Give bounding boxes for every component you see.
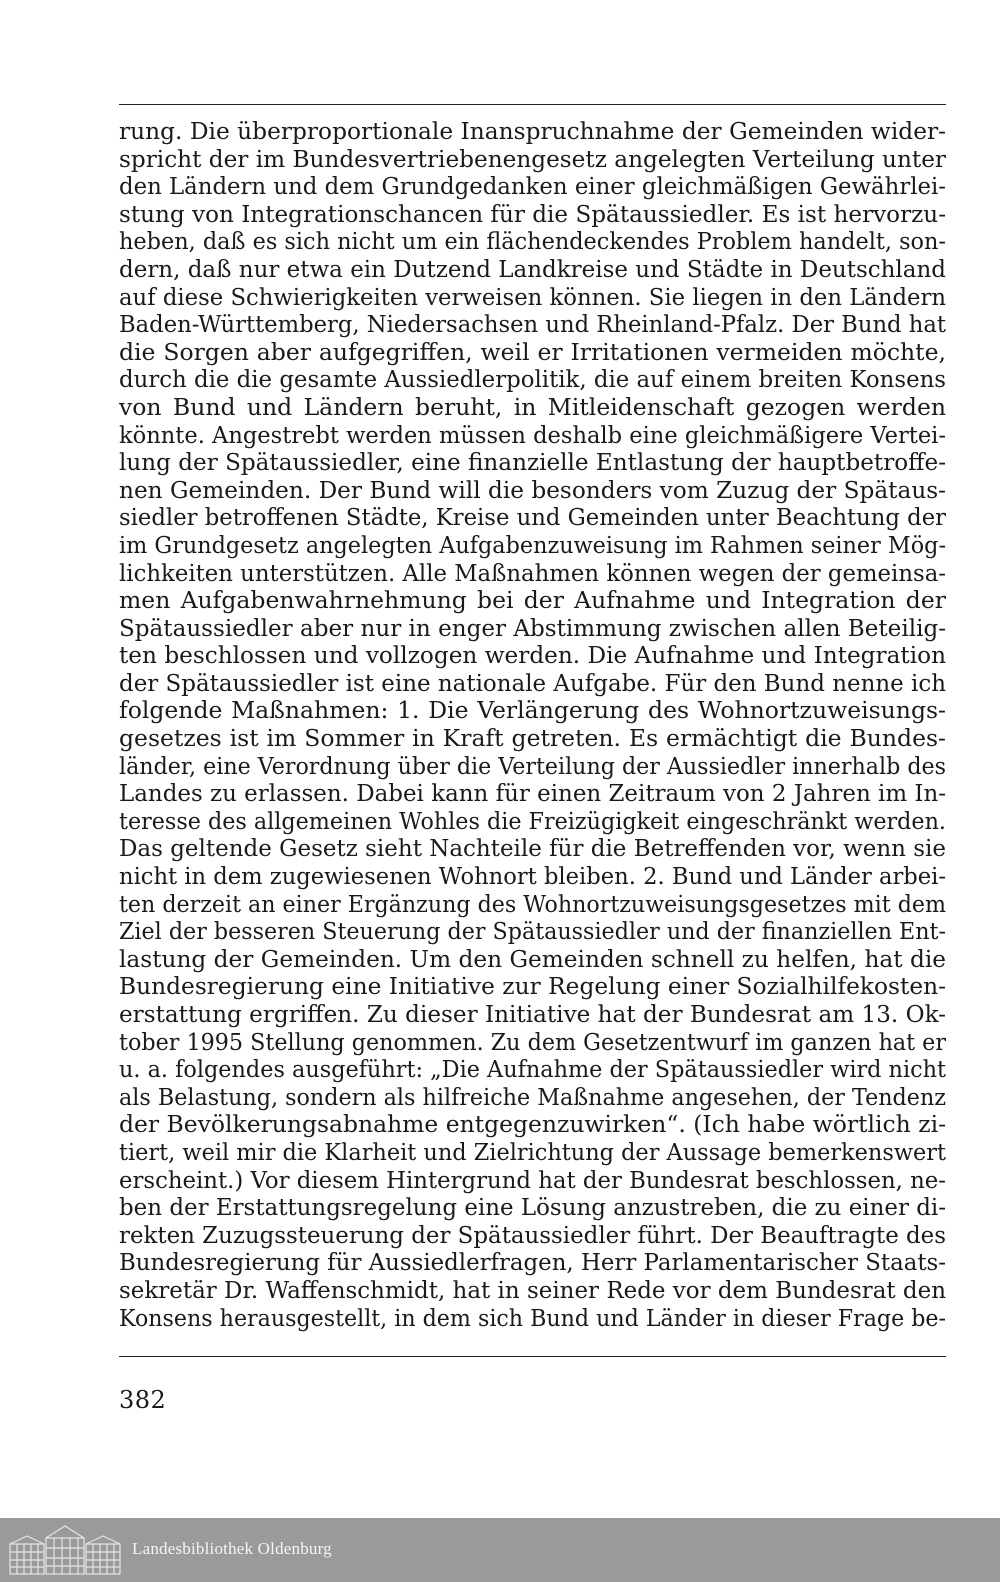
text-line: ben der Erstattungsregelung eine Lösung anzustreben, die zu einer di- [119, 1193, 946, 1222]
text-line: Bundesregierung eine Initiative zur Regelung einer Sozialhilfekosten- [119, 972, 946, 1001]
text-line: lastung der Gemeinden. Um den Gemeinden schnell zu helfen, hat die [119, 944, 946, 973]
library-name: Landesbibliothek Oldenburg [132, 1539, 332, 1558]
text-line: siedler betroffenen Städte, Kreise und Gemeinden unter Beachtung der [119, 503, 946, 532]
text-line: nen Gemeinden. Der Bund will die besonders vom Zuzug der Spätaus- [119, 475, 946, 504]
text-line: Landes zu erlassen. Dabei kann für einen Zeitraum von 2 Jahren im In- [119, 779, 946, 808]
bottom-rule [119, 1356, 946, 1357]
text-line: heben, daß es sich nicht um ein flächendeckendes Problem handelt, son- [119, 227, 946, 256]
text-line: men Aufgabenwahrnehmung bei der Aufnahme und Integration der [119, 586, 946, 615]
text-line: tober 1995 Stellung genommen. Zu dem Gesetzentwurf im ganzen hat er [119, 1027, 946, 1056]
text-line: Das geltende Gesetz sieht Nachteile für die Betreffenden vor, wenn sie [119, 834, 946, 863]
text-line: die Sorgen aber aufgegriffen, weil er Irritationen vermeiden möchte, [119, 337, 946, 366]
body-text [119, 118, 946, 1332]
text-line: u. a. folgendes ausgeführt: „Die Aufnahme der Spätaussiedler wird nicht [119, 1055, 946, 1084]
text-line: ten derzeit an einer Ergänzung des Wohnortzuweisungsgesetzes mit dem [119, 889, 946, 918]
text-line: tiert, weil mir die Klarheit und Zielrichtung der Aussage bemerkenswert [119, 1137, 946, 1166]
page-number: 382 [119, 1386, 167, 1414]
text-line: gesetzes ist im Sommer in Kraft getreten. Es ermächtigt die Bundes- [119, 724, 946, 753]
text-line: ten beschlossen und vollzogen werden. Die Aufnahme und Integration [119, 641, 946, 670]
text-line: könnte. Angestrebt werden müssen deshalb eine gleichmäßigere Vertei- [119, 420, 946, 449]
text-line: teresse des allgemeinen Wohles die Freizügigkeit eingeschränkt werden. [119, 806, 946, 835]
text-line: erscheint.) Vor diesem Hintergrund hat der Bundesrat beschlossen, ne- [119, 1165, 946, 1194]
text-line: auf diese Schwierigkeiten verweisen können. Sie liegen in den Ländern [119, 282, 946, 311]
text-line: rung. Die überproportionale Inanspruchnahme der Gemeinden wider- [119, 117, 946, 145]
text-line: spricht der im Bundesvertriebenengesetz angelegten Verteilung unter [119, 144, 946, 173]
text-line: als Belastung, sondern als hilfreiche Maßnahme angesehen, der Tendenz [119, 1082, 946, 1111]
top-rule [119, 104, 946, 105]
footer-bar [0, 1518, 1000, 1582]
text-line: lichkeiten unterstützen. Alle Maßnahmen können wegen der gemeinsa- [119, 558, 946, 587]
text-line: Ziel der besseren Steuerung der Spätaussiedler und der finanziellen Ent- [119, 917, 946, 946]
text-line: Bundesregierung für Aussiedlerfragen, Herr Parlamentarischer Staats- [119, 1248, 946, 1277]
text-line: der Spätaussiedler ist eine nationale Aufgabe. Für den Bund nenne ich [119, 668, 946, 697]
text-line: lung der Spätaussiedler, eine finanzielle Entlastung der hauptbetroffe- [119, 448, 946, 477]
text-line: rekten Zuzugssteuerung der Spätaussiedler führt. Der Beauftragte des [119, 1220, 946, 1249]
text-line: von Bund und Ländern beruht, in Mitleidenschaft gezogen werden [119, 392, 946, 421]
text-line: durch die die gesamte Aussiedlerpolitik, die auf einem breiten Konsens [119, 365, 946, 394]
library-building-icon [8, 1524, 122, 1576]
text-line: der Bevölkerungsabnahme entgegenzuwirken“. (Ich habe wörtlich zi- [119, 1110, 946, 1139]
text-line: den Ländern und dem Grundgedanken einer gleichmäßigen Gewährlei- [119, 172, 946, 201]
text-line: nicht in dem zugewiesenen Wohnort bleiben. 2. Bund und Länder arbei- [119, 862, 946, 891]
text-line: stung von Integrationschancen für die Spätaussiedler. Es ist hervorzu- [119, 199, 946, 228]
text-line: Baden-Württemberg, Niedersachsen und Rheinland-Pfalz. Der Bund hat [119, 310, 946, 339]
text-line: sekretär Dr. Waffenschmidt, hat in seiner Rede vor dem Bundesrat den [119, 1275, 946, 1304]
text-line: länder, eine Verordnung über die Verteilung der Aussiedler innerhalb des [119, 751, 946, 780]
text-line: Konsens herausgestellt, in dem sich Bund und Länder in dieser Frage be- [119, 1303, 946, 1332]
text-line: im Grundgesetz angelegten Aufgabenzuweisung im Rahmen seiner Mög- [119, 530, 946, 559]
text-line: erstattung ergriffen. Zu dieser Initiative hat der Bundesrat am 13. Ok- [119, 1000, 946, 1028]
text-line: folgende Maßnahmen: 1. Die Verlängerung des Wohnortzuweisungs- [119, 696, 946, 725]
text-line: Spätaussiedler aber nur in enger Abstimmung zwischen allen Beteilig- [119, 613, 946, 642]
text-line: dern, daß nur etwa ein Dutzend Landkreise und Städte in Deutschland [119, 254, 946, 283]
